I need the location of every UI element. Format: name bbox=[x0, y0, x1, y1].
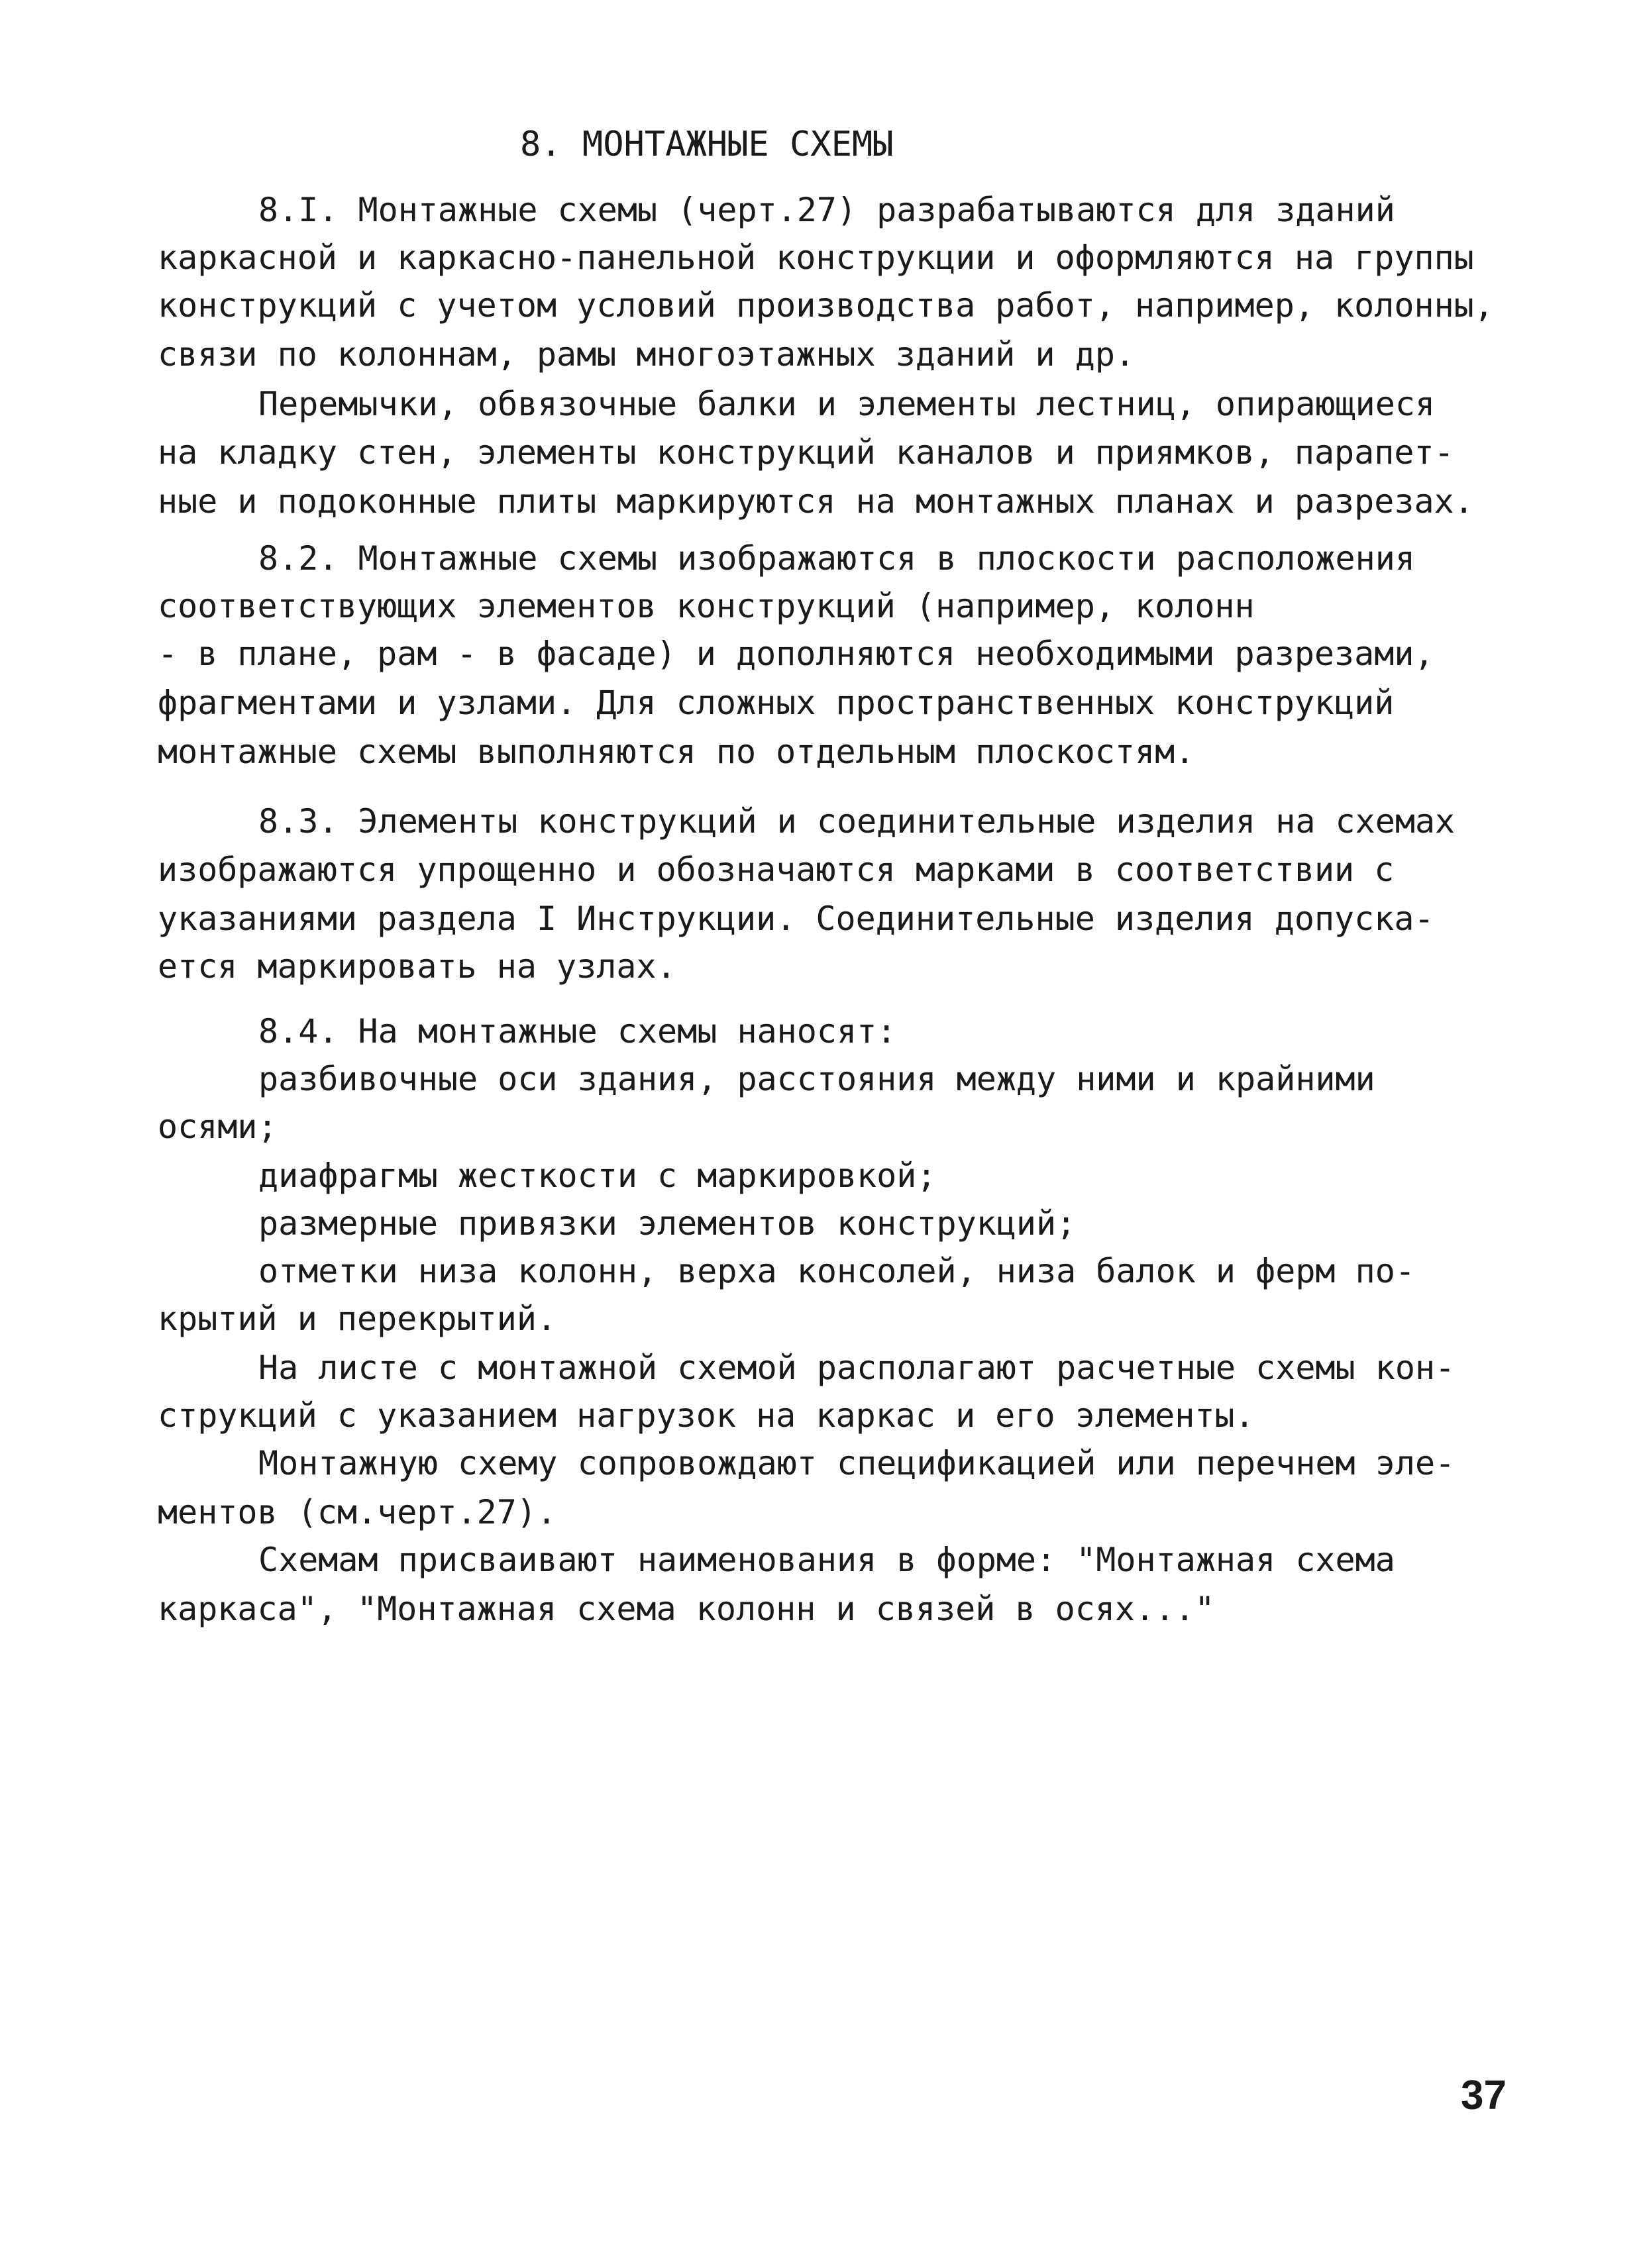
text-line: связи по колоннам, рамы многоэтажных зданий и др. bbox=[158, 335, 1136, 374]
text-line: на кладку стен, элементы конструкций каналов и приямков, парапет- bbox=[158, 433, 1454, 472]
text-line: конструкций с учетом условий производства работ, например, колонны, bbox=[158, 286, 1494, 325]
text-line: крытий и перекрытий. bbox=[158, 1300, 557, 1338]
text-line: - в плане, рам - в фасаде) и дополняются необходимыми разрезами, bbox=[158, 635, 1434, 673]
text-line: ментов (см.черт.27). bbox=[158, 1493, 557, 1531]
text-line: изображаются упрощенно и обозначаются марками в соответствии с bbox=[158, 850, 1395, 889]
text-line: размерные привязки элементов конструкций; bbox=[258, 1204, 1077, 1243]
text-line: 8.2. Монтажные схемы изображаются в плоскости расположения bbox=[258, 539, 1415, 578]
text-line: осями; bbox=[158, 1108, 278, 1146]
text-line: струкций с указанием нагрузок на каркас и его элементы. bbox=[158, 1396, 1255, 1435]
text-line: диафрагмы жесткости с маркировкой; bbox=[258, 1157, 937, 1195]
text-line: указаниями раздела I Инструкции. Соединительные изделия допуска- bbox=[158, 900, 1434, 938]
text-line: На листе с монтажной схемой располагают расчетные схемы кон- bbox=[258, 1349, 1456, 1387]
text-line: соответствующих элементов конструкций (например, колонн bbox=[158, 587, 1255, 625]
section-title: 8. МОНТАЖНЫЕ СХЕМЫ bbox=[520, 125, 894, 164]
text-line: ные и подоконные плиты маркируются на монтажных планах и разрезах. bbox=[158, 482, 1474, 521]
text-line: разбивочные оси здания, расстояния между ними и крайними bbox=[258, 1060, 1375, 1098]
text-line: Схемам присваивают наименования в форме: "Монтажная схема bbox=[258, 1541, 1395, 1579]
text-line: отметки низа колонн, верха консолей, низа балок и ферм по- bbox=[258, 1252, 1415, 1290]
text-line: монтажные схемы выполняются по отдельным плоскостям. bbox=[158, 733, 1195, 771]
text-line: 8.I. Монтажные схемы (черт.27) разрабатываются для зданий bbox=[258, 191, 1395, 229]
text-line: каркасной и каркасно-панельной конструкции и оформляются на группы bbox=[158, 238, 1474, 277]
text-line: фрагментами и узлами. Для сложных пространственных конструкций bbox=[158, 684, 1395, 722]
text-line: Монтажную схему сопровождают спецификацией или перечнем эле- bbox=[258, 1444, 1456, 1482]
text-line: Перемычки, обвязочные балки и элементы лестниц, опирающиеся bbox=[258, 385, 1436, 423]
text-line: каркаса", "Монтажная схема колонн и связей в осях..." bbox=[158, 1590, 1215, 1628]
page-number: 37 bbox=[1461, 2073, 1507, 2118]
text-line: 8.3. Элементы конструкций и соединительные изделия на схемах bbox=[258, 802, 1456, 841]
text-line: 8.4. На монтажные схемы наносят: bbox=[258, 1012, 897, 1051]
text-line: ется маркировать на узлах. bbox=[158, 947, 676, 986]
